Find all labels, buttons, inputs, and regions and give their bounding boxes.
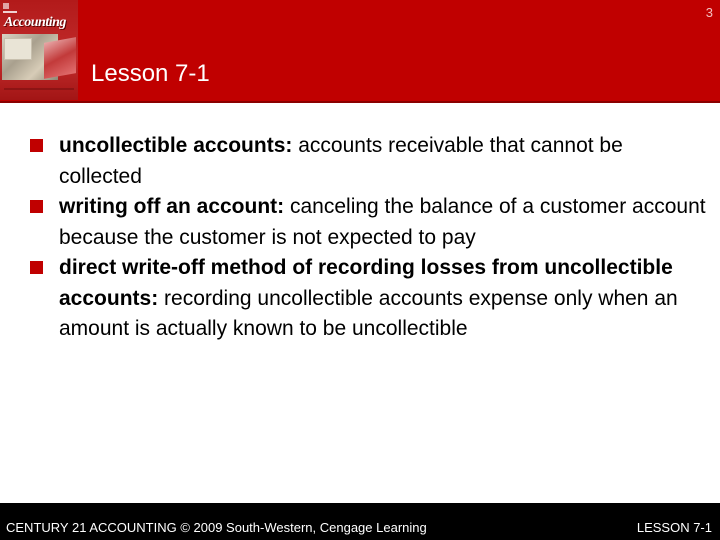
definition-list bbox=[30, 131, 710, 345]
cover-line bbox=[4, 88, 74, 90]
slide-header bbox=[0, 0, 720, 103]
lesson-title: Lesson 7-1 bbox=[91, 60, 210, 87]
cover-photo-accent bbox=[44, 37, 76, 79]
footer-copyright: CENTURY 21 ACCOUNTING © 2009 South-Western, Cengage Learning bbox=[6, 520, 427, 535]
cover-title: Accounting bbox=[4, 15, 66, 30]
footer-lesson-label: LESSON 7-1 bbox=[636, 520, 712, 535]
term: writing off an account: bbox=[59, 195, 285, 218]
square-bullet-icon bbox=[30, 200, 43, 213]
term: uncollectible accounts: bbox=[59, 134, 293, 157]
list-item bbox=[30, 131, 710, 192]
textbook-cover-image bbox=[0, 0, 78, 100]
definition: canceling the balance of a customer account because the customer is not expected to pay bbox=[59, 195, 706, 249]
header-divider bbox=[0, 101, 720, 103]
slide-footer bbox=[0, 503, 720, 540]
list-item bbox=[30, 192, 710, 253]
square-bullet-icon bbox=[30, 139, 43, 152]
cover-chart bbox=[4, 38, 32, 60]
term: direct write-off method of recording losses from uncollectible accounts: bbox=[59, 256, 673, 310]
definition: recording uncollectible accounts expense only when an amount is actually known to be uncollectible bbox=[59, 286, 678, 340]
slide-number: 3 bbox=[705, 5, 713, 20]
square-bullet-icon bbox=[30, 261, 43, 274]
cover-decoration bbox=[3, 3, 9, 9]
list-item bbox=[30, 253, 710, 345]
cover-decoration bbox=[3, 11, 17, 13]
definition: accounts receivable that cannot be collected bbox=[59, 134, 623, 188]
